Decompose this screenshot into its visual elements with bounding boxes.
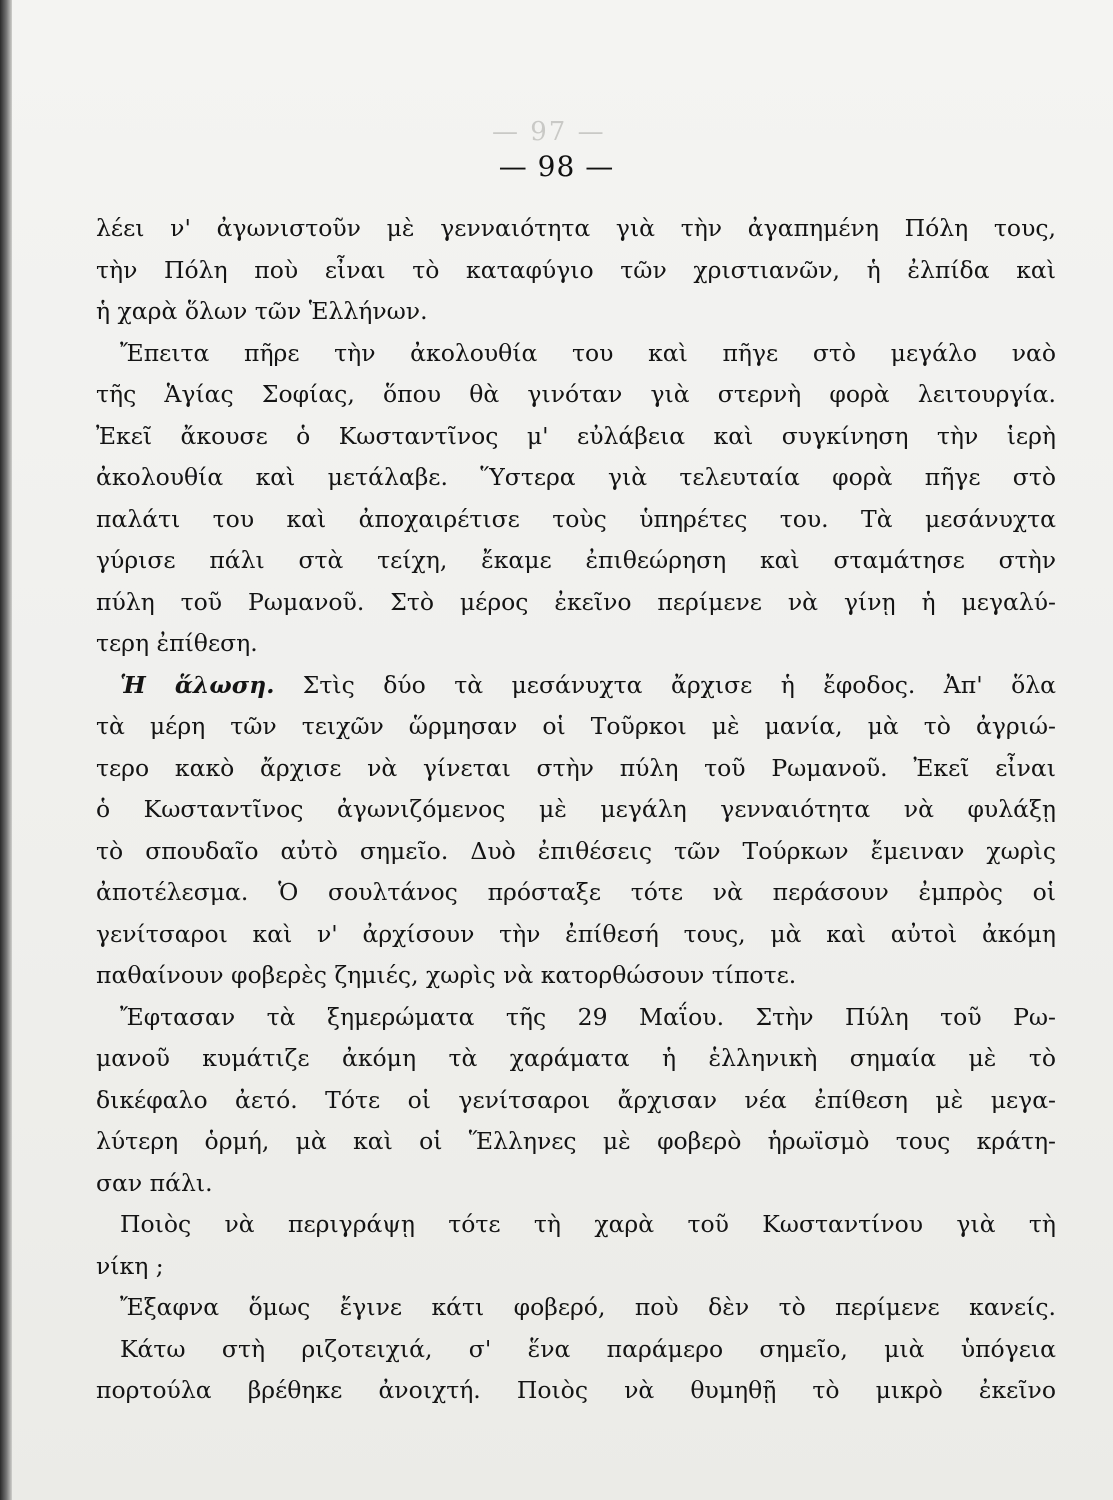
line-text: δικέφαλο ἀετό. Τότε οἱ γενίτσαροι ἄρχισαν νέα ἐπίθεση μὲ μεγα-	[96, 1085, 1056, 1114]
text-line	[96, 1121, 1056, 1163]
line-text: Ποιὸς νὰ περιγράψῃ τότε τὴ χαρὰ τοῦ Κωσταντίνου γιὰ τὴ	[120, 1210, 1056, 1238]
text-line	[96, 872, 1056, 914]
page-edge-shadow	[0, 0, 12, 1500]
line-text: μανοῦ κυμάτιζε ἀκόμη τὰ χαράματα ἡ ἑλληνικὴ σημαία μὲ τὸ	[96, 1044, 1056, 1072]
line-text: παθαίνουν φοβερὲς ζημιές, χωρὶς νὰ κατορθώσουν τίποτε.	[96, 961, 797, 989]
line-text: λέει ν' ἀγωνιστοῦν μὲ γενναιότητα γιὰ τὴν ἀγαπημένη Πόλη τους,	[96, 214, 1056, 242]
text-line	[96, 831, 1056, 873]
text-line	[96, 623, 1056, 665]
text-line	[96, 914, 1056, 956]
line-text: ἡ χαρὰ ὅλων τῶν Ἑλλήνων.	[96, 297, 428, 325]
text-line	[96, 1370, 1056, 1412]
body-text	[96, 208, 1056, 1412]
line-text: τὸ σπουδαῖο αὐτὸ σημεῖο. Δυὸ ἐπιθέσεις τῶν Τούρκων ἔμειναν χωρὶς	[96, 836, 1056, 865]
line-text: Ἔπειτα πῆρε τὴν ἀκολουθία του καὶ πῆγε στὸ μεγάλο ναὸ	[120, 338, 1056, 367]
line-text: γενίτσαροι καὶ ν' ἀρχίσουν τὴν ἐπίθεσή τους, μὰ καὶ αὐτοὶ ἀκόμη	[96, 919, 1056, 948]
text-line	[96, 540, 1056, 582]
line-text: γύρισε πάλι στὰ τείχη, ἔκαμε ἐπιθεώρηση καὶ σταμάτησε στὴν	[96, 546, 1056, 574]
line-text: τῆς Ἁγίας Σοφίας, ὅπου θὰ γινόταν γιὰ στερνὴ φορὰ λειτουργία.	[96, 380, 1056, 408]
line-text: Ἔφτασαν τὰ ξημερώματα τῆς 29 Μαΐου. Στὴν Πύλη τοῦ Ρω-	[120, 1002, 1056, 1031]
text-line	[96, 1246, 1056, 1288]
page-number: — 98 —	[498, 150, 615, 183]
line-text: σαν πάλι.	[96, 1168, 213, 1197]
text-line	[96, 1287, 1056, 1329]
line-text: τερη ἐπίθεση.	[96, 629, 258, 657]
text-line	[96, 250, 1056, 292]
line-text: Στὶς δύο τὰ μεσάνυχτα ἄρχισε ἡ ἔφοδος. Ἀπ' ὅλα	[302, 670, 1056, 699]
text-line	[96, 997, 1056, 1039]
text-line	[96, 374, 1056, 416]
line-text: πύλη τοῦ Ρωμανοῦ. Στὸ μέρος ἐκεῖνο περίμενε νὰ γίνῃ ἡ μεγαλύ-	[96, 587, 1056, 616]
line-text: λύτερη ὁρμή, μὰ καὶ οἱ Ἕλληνες μὲ φοβερὸ ἡρωϊσμὸ τους κράτη-	[96, 1127, 1056, 1155]
section-heading: Ἡ ἅλωση.	[120, 670, 275, 699]
text-line	[96, 789, 1056, 831]
text-line	[96, 333, 1056, 375]
text-line	[96, 582, 1056, 624]
line-text: παλάτι του καὶ ἀποχαιρέτισε τοὺς ὑπηρέτες του. Τὰ μεσάνυχτα	[96, 504, 1056, 533]
text-line	[96, 748, 1056, 790]
text-line	[96, 955, 1056, 997]
text-line	[96, 665, 1056, 707]
line-text: ὁ Κωσταντῖνος ἀγωνιζόμενος μὲ μεγάλη γενναιότητα νὰ φυλάξῃ	[96, 795, 1056, 823]
line-text: πορτούλα βρέθηκε ἀνοιχτή. Ποιὸς νὰ θυμηθῇ τὸ μικρὸ ἐκεῖνο	[96, 1376, 1056, 1404]
line-text: ἀποτέλεσμα. Ὁ σουλτάνος πρόσταξε τότε νὰ περάσουν ἐμπρὸς οἱ	[96, 878, 1056, 906]
text-line	[96, 1329, 1056, 1371]
text-line	[96, 416, 1056, 458]
line-text: τὰ μέρη τῶν τειχῶν ὥρμησαν οἱ Τοῦρκοι μὲ μανία, μὰ τὸ ἀγριώ-	[96, 712, 1056, 740]
line-text: Ἔξαφνα ὅμως ἔγινε κάτι φοβερό, ποὺ δὲν τὸ περίμενε κανείς.	[120, 1293, 1056, 1321]
text-line	[96, 457, 1056, 499]
text-line	[96, 1038, 1056, 1080]
line-text: Κάτω στὴ ριζοτειχιά, σ' ἕνα παράμερο σημεῖο, μιὰ ὑπόγεια	[120, 1334, 1056, 1363]
line-text: τερο κακὸ ἄρχισε νὰ γίνεται στὴν πύλη τοῦ Ρωμανοῦ. Ἐκεῖ εἶναι	[96, 753, 1056, 782]
text-line	[96, 1163, 1056, 1205]
text-line	[96, 706, 1056, 748]
text-line	[96, 1204, 1056, 1246]
text-line	[96, 291, 1056, 333]
bleed-through-page-number: — 97 —	[492, 117, 606, 147]
text-line	[96, 208, 1056, 250]
line-text: τὴν Πόλη ποὺ εἶναι τὸ καταφύγιο τῶν χριστιανῶν, ἡ ἐλπίδα καὶ	[96, 255, 1056, 284]
line-text: νίκη ;	[96, 1251, 164, 1280]
text-line	[96, 499, 1056, 541]
text-line	[96, 1080, 1056, 1122]
line-text: Ἐκεῖ ἄκουσε ὁ Κωσταντῖνος μ' εὐλάβεια καὶ συγκίνηση τὴν ἱερὴ	[96, 421, 1056, 450]
line-text: ἀκολουθία καὶ μετάλαβε. Ὕστερα γιὰ τελευταία φορὰ πῆγε στὸ	[96, 463, 1056, 491]
